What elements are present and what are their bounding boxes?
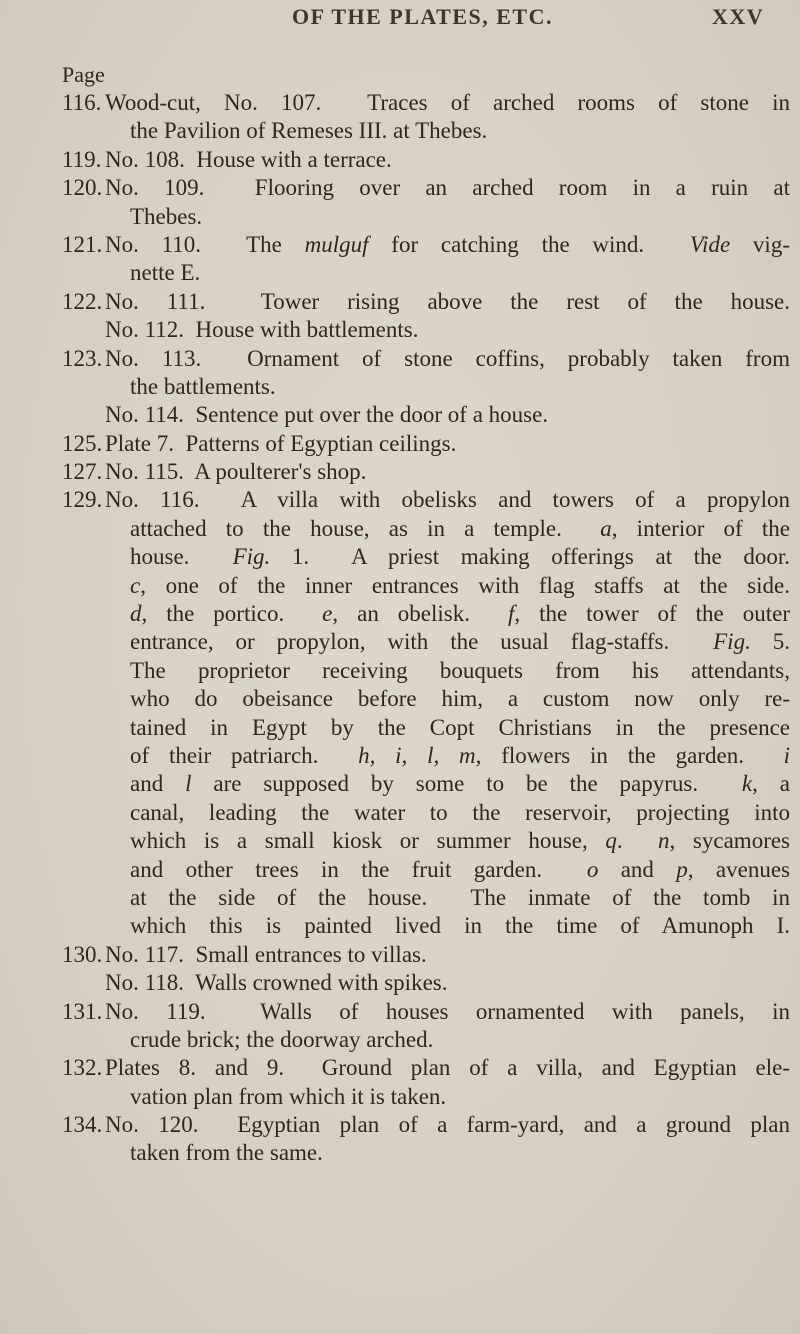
- text-line: [0, 998, 800, 1026]
- text-segment: Wood-cut, No. 107. Traces of arched rooms of stone in: [105, 90, 790, 115]
- italic-segment: h, i, l, m: [358, 742, 476, 768]
- page-number: 122.: [62, 288, 103, 314]
- text-line: [0, 941, 800, 969]
- text-line: [0, 259, 800, 287]
- italic-segment: f: [507, 601, 515, 627]
- line-text: [105, 146, 790, 174]
- text-line: [0, 345, 800, 373]
- text-line: [0, 685, 800, 713]
- line-text: [130, 827, 790, 855]
- text-segment: No. 120. Egyptian plan of a farm-yard, and a ground plan: [105, 1112, 790, 1138]
- line-text: [105, 969, 790, 997]
- text-line: [0, 203, 800, 231]
- text-segment: and other trees in the fruit garden.: [130, 856, 587, 882]
- line-text: [105, 458, 790, 486]
- text-segment: , sycamores: [669, 828, 790, 854]
- line-text: [130, 373, 790, 401]
- line-text: [130, 685, 790, 713]
- text-segment: No. 119. Walls of houses ornamented with panels, in: [105, 998, 790, 1024]
- text-segment: , the portico.: [141, 601, 323, 627]
- line-text: [105, 1111, 790, 1139]
- text-line: [0, 174, 800, 202]
- text-segment: Thebes.: [130, 203, 203, 229]
- text-segment: No. 109. Flooring over an arched room in a ruin at: [105, 175, 790, 201]
- text-line: [0, 1026, 800, 1054]
- text-line: [0, 799, 800, 827]
- line-text: [130, 117, 790, 145]
- text-line: [0, 231, 800, 259]
- text-line: [0, 373, 800, 401]
- text-line: [0, 884, 800, 912]
- text-segment: vation plan from which it is taken.: [130, 1083, 447, 1109]
- text-line: [0, 543, 800, 571]
- italic-segment: d: [130, 601, 142, 627]
- line-text: [130, 572, 790, 600]
- line-text: [130, 799, 790, 827]
- text-segment: Plates 8. and 9. Ground plan of a villa, and Egyptian ele-: [105, 1055, 790, 1081]
- line-text: [130, 515, 790, 543]
- text-segment: No. 115. A poulterer's shop.: [105, 459, 367, 485]
- line-text: [130, 1026, 790, 1054]
- italic-segment: p: [676, 856, 688, 882]
- text-segment: canal, leading the water to the reservoir, projecting into: [130, 799, 790, 825]
- text-line: [0, 657, 800, 685]
- line-text: [105, 345, 790, 373]
- italic-segment: mulguf: [304, 231, 369, 257]
- text-segment: , interior of the: [611, 515, 790, 541]
- text-segment: entrance, or propylon, with the usual flag-staffs.: [130, 629, 714, 655]
- text-segment: No. 118. Walls crowned with spikes.: [105, 970, 448, 996]
- text-line: [0, 146, 800, 174]
- text-segment: which this is painted lived in the time of Amunoph I.: [130, 913, 790, 939]
- line-text: [105, 174, 790, 202]
- text-segment: at the side of the house. The inmate of the tomb in: [130, 884, 790, 910]
- text-line: [0, 714, 800, 742]
- line-text: [130, 912, 790, 940]
- page-number: 123.: [62, 345, 103, 371]
- running-header: [0, 4, 800, 34]
- line-text: [130, 657, 790, 685]
- line-text: [105, 430, 790, 458]
- text-segment: , a: [752, 771, 790, 797]
- page-column-label: Page: [62, 62, 105, 87]
- text-line: [0, 827, 800, 855]
- text-line: [0, 515, 800, 543]
- text-segment: , avenues: [687, 856, 790, 882]
- text-segment: , flowers in the garden.: [475, 742, 784, 768]
- text-segment: crude brick; the doorway arched.: [130, 1026, 434, 1052]
- line-text: [130, 600, 790, 628]
- page-number: 116.: [62, 90, 102, 115]
- line-text: [105, 486, 790, 514]
- text-segment: No. 108. House with a terrace.: [105, 146, 392, 172]
- text-line: [0, 912, 800, 940]
- text-segment: the battlements.: [130, 373, 276, 399]
- line-text: [130, 856, 790, 884]
- line-text: [130, 1083, 790, 1111]
- line-text: [130, 628, 790, 656]
- text-line: [0, 458, 800, 486]
- line-text: [130, 203, 790, 231]
- line-text: [105, 998, 790, 1026]
- text-line: [0, 486, 800, 514]
- text-segment: attached to the house, as in a temple.: [130, 515, 601, 541]
- italic-segment: Fig.: [232, 544, 271, 570]
- text-segment: 1. A priest making offerings at the door.: [270, 544, 790, 570]
- header-title: OF THE PLATES, ETC.: [292, 4, 553, 29]
- line-text: [130, 543, 790, 571]
- italic-segment: l: [185, 771, 192, 797]
- page-number: 121.: [62, 231, 103, 257]
- text-line: [0, 1139, 800, 1167]
- page-number: 130.: [62, 941, 103, 967]
- italic-segment: c: [130, 572, 141, 598]
- text-segment: who do obeisance before him, a custom now only re-: [130, 686, 790, 712]
- line-text: [130, 259, 790, 287]
- line-text: [105, 316, 790, 344]
- text-line: [0, 572, 800, 600]
- page-number: 132.: [62, 1055, 103, 1081]
- italic-segment: i: [783, 742, 790, 768]
- text-segment: taken from the same.: [130, 1140, 323, 1166]
- text-segment: No. 110. The: [105, 231, 305, 257]
- page-number: 131.: [62, 998, 103, 1024]
- italic-segment: n: [658, 828, 670, 854]
- italic-segment: e: [322, 601, 333, 627]
- text-segment: the Pavilion of Remeses III. at Thebes.: [130, 118, 488, 144]
- line-text: [130, 1139, 790, 1167]
- italic-segment: k: [741, 771, 753, 797]
- line-text: [130, 714, 790, 742]
- text-segment: house.: [130, 544, 233, 570]
- italic-segment: o: [586, 856, 599, 882]
- italic-segment: Fig.: [713, 629, 751, 655]
- text-segment: .: [616, 828, 659, 854]
- text-line: [0, 628, 800, 656]
- text-segment: are supposed by some to be the papyrus.: [191, 771, 742, 797]
- line-text: [105, 231, 790, 259]
- text-line: [0, 1111, 800, 1139]
- text-line: [0, 969, 800, 997]
- text-segment: Plate 7. Patterns of Egyptian ceilings.: [105, 430, 457, 456]
- text-line: [0, 401, 800, 429]
- text-line: [0, 430, 800, 458]
- text-line: [0, 600, 800, 628]
- text-segment: nette E.: [130, 260, 201, 286]
- text-line: [0, 742, 800, 770]
- line-text: [130, 742, 790, 770]
- line-text: [105, 1054, 790, 1082]
- text-segment: No. 116. A villa with obelisks and towers of a propylon: [105, 487, 790, 513]
- italic-segment: a: [600, 515, 612, 541]
- page-number: 127.: [62, 459, 103, 485]
- text-segment: which is a small kiosk or summer house,: [130, 828, 606, 854]
- text-line: [0, 856, 800, 884]
- text-line: [0, 316, 800, 344]
- text-line: [0, 117, 800, 145]
- line-text: [105, 401, 790, 429]
- text-segment: and: [598, 856, 677, 882]
- page-number: 129.: [62, 487, 103, 513]
- text-line: [0, 770, 800, 798]
- text-segment: No. 113. Ornament of stone coffins, probably taken from: [105, 345, 790, 371]
- text-line: [0, 1054, 800, 1082]
- text-segment: for catching the wind.: [368, 231, 690, 257]
- text-line: [0, 1083, 800, 1111]
- italic-segment: q: [605, 828, 617, 854]
- text-segment: and: [130, 771, 186, 797]
- text-line: [0, 288, 800, 316]
- text-segment: vig-: [730, 231, 790, 257]
- text-segment: The proprietor receiving bouquets from his attendants,: [130, 657, 790, 683]
- text-segment: No. 112. House with battlements.: [105, 317, 419, 343]
- line-text: [105, 288, 790, 316]
- page-number: 120.: [62, 175, 103, 201]
- text-segment: No. 111. Tower rising above the rest of the house.: [105, 288, 790, 314]
- text-segment: of their patriarch.: [130, 742, 359, 768]
- line-text: [130, 770, 790, 798]
- plate-list: [0, 89, 800, 1168]
- text-segment: No. 117. Small entrances to villas.: [105, 941, 427, 967]
- page-number: 134.: [62, 1112, 103, 1138]
- page-number: 125.: [62, 430, 103, 456]
- line-text: [105, 941, 790, 969]
- text-segment: 5.: [750, 629, 790, 655]
- text-segment: , an obelisk.: [332, 601, 508, 627]
- text-segment: , the tower of the outer: [514, 601, 790, 627]
- text-segment: , one of the inner entrances with flag staffs at the side.: [140, 572, 790, 598]
- italic-segment: Vide: [689, 231, 731, 257]
- text-segment: tained in Egypt by the Copt Christians in the presence: [130, 714, 790, 740]
- text-line: [0, 89, 800, 117]
- page-number: 119.: [62, 146, 102, 172]
- header-folio: XXV: [712, 4, 765, 29]
- line-text: [105, 89, 790, 117]
- line-text: [130, 884, 790, 912]
- text-segment: No. 114. Sentence put over the door of a house.: [105, 402, 549, 428]
